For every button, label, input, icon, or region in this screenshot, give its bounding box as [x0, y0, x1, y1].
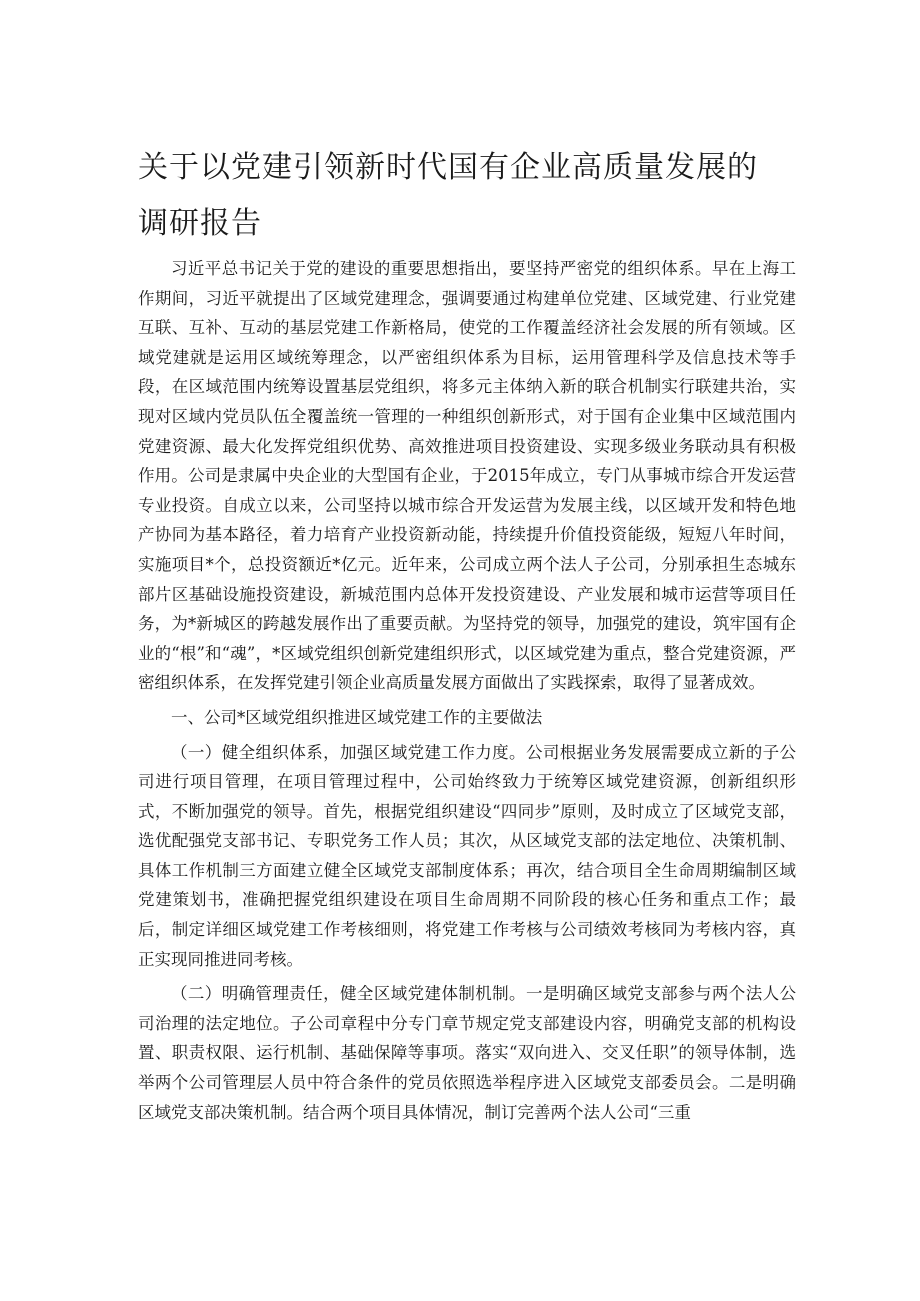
intro-paragraph: 习近平总书记关于党的建设的重要思想指出，要坚持严密党的组织体系。早在上海工作期间，习近平就提出了区域党建理念，强调要通过构建单位党建、区域党建、行业党建互联、互补、互动的基层党建工作新格局，使党的工作覆盖经济社会发展的所有领域。区域党建就是运用区域统筹理念，以严密组织体系为目标，运用管理科学及信息技术等手段，在区域范围内统筹设置基层党组织，将多元主体纳入新的联合机制实行联建共治，实现对区域内党员队伍全覆盖统一管理的一种组织创新形式，对于国有企业集中区域范围内党建资源、最大化发挥党组织优势、高效推进项目投资建设、实现多级业务联动具有积极作用。公司是隶属中央企业的大型国有企业，于2015年成立，专门从事城市综合开发运营专业投资。自成立以来，公司坚持以城市综合开发运营为发展主线，以区域开发和特色地产协同为基本路径，着力培育产业投资新动能，持续提升价值投资能级，短短八年时间，实施项目*个，总投资额近*亿元。近年来，公司成立两个法人子公司，分别承担生态城东部片区基础设施投资建设，新城范围内总体开发投资建设、产业发展和城市运营等项目任务，为*新城区的跨越发展作出了重要贡献。为坚持党的领导，加强党的建设，筑牢国有企业的“根”和“魂”，*区域党组织创新党建组织形式，以区域党建为重点，整合党建资源，严密组织体系，在发挥党建引领企业高质量发展方面做出了实践探索，取得了显著成效。 [138, 259, 796, 693]
section-heading-1: 一、公司*区域党组织推进区域党建工作的主要做法 [171, 707, 543, 727]
document-title: 关于以党建引领新时代国有企业高质量发展的调研报告 [138, 150, 758, 241]
subsection-paragraph-1: （一）健全组织体系，加强区域党建工作力度。公司根据业务发展需要成立新的子公司进行项目管理，在项目管理过程中，公司始终致力于统筹区域党建资源，创新组织形式，不断加强党的领导。首先，根据党组织建设“四同步”原则，及时成立了区域党支部，选优配强党支部书记、专职党务工作人员；其次，从区域党支部的法定地位、决策机制、具体工作机制三方面建立健全区域党支部制度体系；再次，结合项目全生命周期编制区域党建策划书，准确把握党组织建设在项目生命周期不同阶段的核心任务和重点工作；最后，制定详细区域党建工作考核细则，将党建工作考核与公司绩效考核同为考核内容，真正实现同推进同考核。 [138, 742, 796, 969]
document-body [138, 254, 796, 1127]
subsection-paragraph-2: （二）明确管理责任，健全区域党建体制机制。一是明确区域党支部参与两个法人公司治理的法定地位。子公司章程中分专门章节规定党支部建设内容，明确党支部的机构设置、职责权限、运行机制、基础保障等事项。落实“双向进入、交叉任职”的领导体制，选举两个公司管理层人员中符合条件的党员依照选举程序进入区域党支部委员会。二是明确区域党支部决策机制。结合两个项目具体情况，制订完善两个法人公司“三重 [138, 984, 796, 1122]
